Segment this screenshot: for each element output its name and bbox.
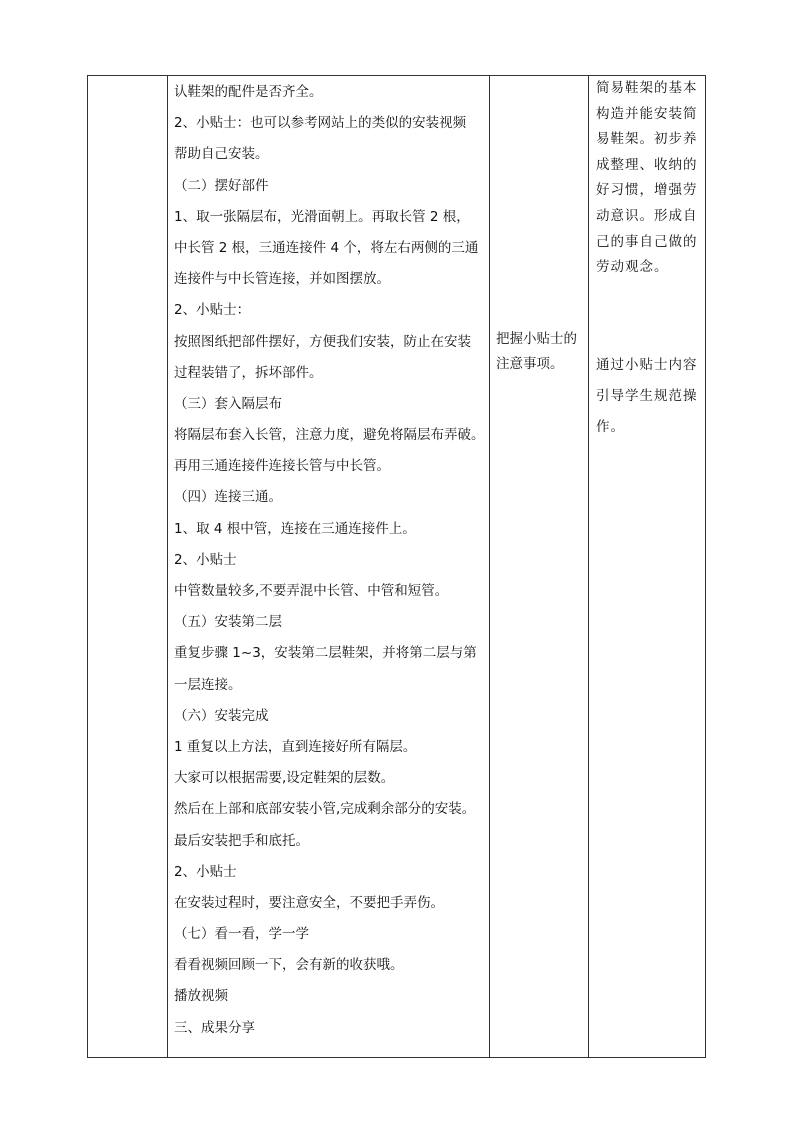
text-line: 连接件与中长管连接，并如图摆放。 — [174, 271, 390, 288]
spacer — [596, 281, 702, 350]
text-line: 成整理、收纳的 — [596, 156, 698, 173]
section-heading: 三、成果分享 — [174, 1019, 255, 1036]
text-line: 1、取一张隔层布，光滑面朝上。再取长管 2 根， — [174, 208, 470, 225]
text-line: 大家可以根据需要,设定鞋架的层数。 — [174, 770, 395, 787]
text-line: 引导学生规范操 — [596, 387, 698, 404]
text-line: 再用三通连接件连接长管与中长管。 — [174, 458, 390, 475]
section-heading: （五）安装第二层 — [174, 614, 282, 631]
section-heading: （三）套入隔层布 — [174, 395, 282, 412]
lesson-table — [87, 75, 706, 1058]
section-heading: （七）看一看，学一学 — [174, 926, 309, 943]
text-line: 在安装过程时，要注意安全，不要把手弄伤。 — [174, 894, 444, 911]
text-line: 1 重复以上方法，直到连接好所有隔层。 — [174, 738, 417, 755]
text-line: 动意识。形成自 — [596, 207, 698, 224]
text-line: 好习惯，增强劳 — [596, 182, 698, 199]
text-line: 注意事项。 — [496, 356, 564, 372]
text-line: 作。 — [596, 418, 625, 435]
text-line: 认鞋架的配件是否齐全。 — [174, 84, 323, 100]
text-line: 1、取 4 根中管，连接在三通连接件上。 — [174, 520, 416, 537]
text-line: 简易鞋架的基本 — [596, 80, 698, 96]
text-line: 播放视频 — [174, 988, 228, 1005]
text-line: 易鞋架。初步养 — [596, 131, 698, 148]
text-line: 重复步骤 1~3，安装第二层鞋架，并将第二层与第 — [174, 645, 477, 662]
text-line: 然后在上部和底部安装小管,完成剩余部分的安装。 — [174, 801, 476, 818]
text-line: 2、小贴士 — [174, 863, 237, 880]
section-heading: （六）安装完成 — [174, 707, 269, 724]
text-line: 2、小贴士 — [174, 551, 237, 568]
text-line: 中管数量较多,不要弄混中长管、中管和短管。 — [174, 583, 449, 599]
text-line: 2、小贴士：也可以参考网站上的类似的安装视频 — [174, 115, 467, 132]
text-line: 将隔层布套入长管，注意力度，避免将隔层布弄破。 — [174, 427, 485, 444]
student-activity-cell — [496, 327, 588, 377]
section-heading: （四）连接三通。 — [174, 489, 282, 506]
text-line: 2、小贴士： — [174, 302, 251, 319]
column-divider — [588, 76, 589, 1057]
text-line: 看看视频回顾一下，会有新的收获哦。 — [174, 957, 404, 974]
text-line: 帮助自己安装。 — [174, 146, 269, 163]
section-heading: （二）摆好部件 — [174, 177, 269, 194]
teaching-process-cell — [174, 76, 488, 1044]
text-line: 劳动观念。 — [596, 259, 669, 276]
text-line: 构造并能安装简 — [596, 105, 698, 122]
design-intent-cell — [596, 76, 702, 443]
column-divider — [489, 76, 490, 1057]
text-line: 一层连接。 — [174, 676, 242, 693]
text-line: 中长管 2 根，三通连接件 4 个，将左右两侧的三通 — [174, 239, 479, 256]
text-line: 己的事自己做的 — [596, 233, 698, 250]
text-line: 过程装错了，拆坏部件。 — [174, 364, 323, 381]
column-divider — [167, 76, 168, 1057]
text-line: 把握小贴士的 — [496, 331, 577, 347]
text-line: 按照图纸把部件摆好，方便我们安装，防止在安装 — [174, 333, 471, 350]
text-line: 最后安装把手和底托。 — [174, 832, 309, 849]
text-line: 通过小贴士内容 — [596, 356, 698, 373]
